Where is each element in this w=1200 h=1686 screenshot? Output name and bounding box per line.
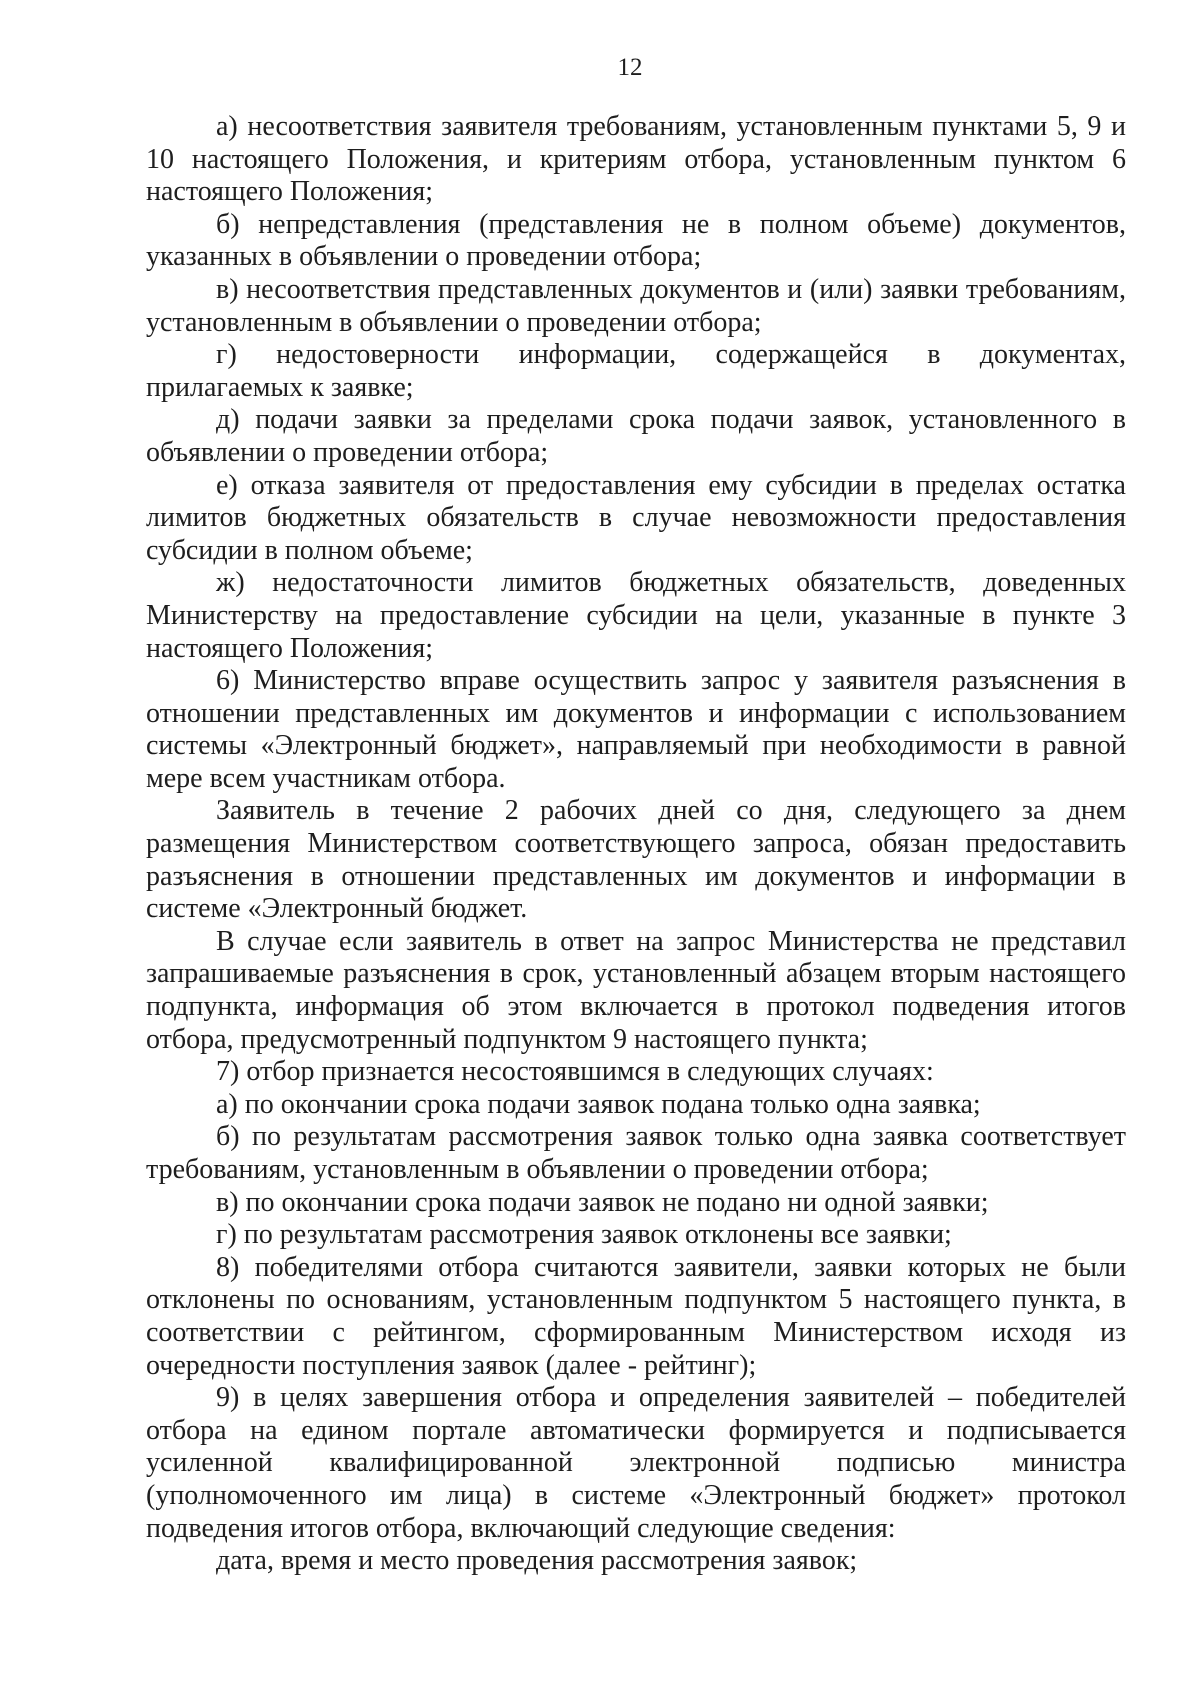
paragraph: д) подачи заявки за пределами срока подачи заявок, установленного в объявлении о проведении отбора; <box>146 404 1126 468</box>
paragraph: в) по окончании срока подачи заявок не подано ни одной заявки; <box>216 1186 989 1218</box>
paragraph: 7) отбор признается несостоявшимся в следующих случаях: <box>216 1056 934 1088</box>
paragraph: Заявитель в течение 2 рабочих дней со дня, следующего за днем размещения Министерством соответствующего запроса, обязан предоставить разъяснения в отношении представленных им документов и информации в системе «Электронный бюджет. <box>146 795 1126 925</box>
page-number: 12 <box>617 54 643 81</box>
paragraph: б) по результатам рассмотрения заявок только одна заявка соответствует требованиям, установленным в объявлении о проведении отбора; <box>146 1121 1126 1185</box>
paragraph: 8) победителями отбора считаются заявители, заявки которых не были отклонены по основаниям, установленным подпунктом 5 настоящего пункта, в соответствии с рейтингом, сформированным Министерством исходя из очередности поступления заявок (далее - рейтинг); <box>146 1251 1126 1381</box>
paragraph: б) непредставления (представления не в полном объеме) документов, указанных в объявлении о проведении отбора; <box>146 208 1126 273</box>
paragraph: а) несоответствия заявителя требованиям, установленным пунктами 5, 9 и 10 настоящего Положения, и критериям отбора, установленным пунктом 6 настоящего Положения; <box>146 111 1126 208</box>
paragraph: г) недостоверности информации, содержащейся в документах, прилагаемых к заявке; <box>146 339 1126 403</box>
paragraph: е) отказа заявителя от предоставления ему субсидии в пределах остатка лимитов бюджетных обязательств в случае невозможности предоставления субсидии в полном объеме; <box>146 469 1126 566</box>
paragraph: 9) в целях завершения отбора и определения заявителей – победителей отбора на едином портале автоматически формируется и подписывается усиленной квалифицированной электронной подписью министра (уполномоченного им лица) в системе «Электронный бюджет» протокол подведения итогов отбора, включающий следующие сведения: <box>146 1382 1126 1544</box>
document-body <box>146 111 1126 1578</box>
paragraph: а) по окончании срока подачи заявок подана только одна заявка; <box>216 1088 981 1120</box>
paragraph: 6) Министерство вправе осуществить запрос у заявителя разъяснения в отношении представленных им документов и информации с использованием системы «Электронный бюджет», направляемый при необходимости в равной мере всем участникам отбора. <box>146 665 1126 794</box>
paragraph: дата, время и место проведения рассмотрения заявок; <box>216 1545 858 1577</box>
paragraph: ж) недостаточности лимитов бюджетных обязательств, доведенных Министерству на предоставление субсидии на цели, указанные в пункте 3 настоящего Положения; <box>146 567 1126 664</box>
paragraph: В случае если заявитель в ответ на запрос Министерства не представил запрашиваемые разъяснения в срок, установленный абзацем вторым настоящего подпункта, информация об этом включается в протокол подведения итогов отбора, предусмотренный подпунктом 9 настоящего пункта; <box>146 925 1126 1055</box>
paragraph: в) несоответствия представленных документов и (или) заявки требованиям, установленным в объявлении о проведении отбора; <box>146 273 1126 338</box>
paragraph: г) по результатам рассмотрения заявок отклонены все заявки; <box>216 1219 952 1251</box>
